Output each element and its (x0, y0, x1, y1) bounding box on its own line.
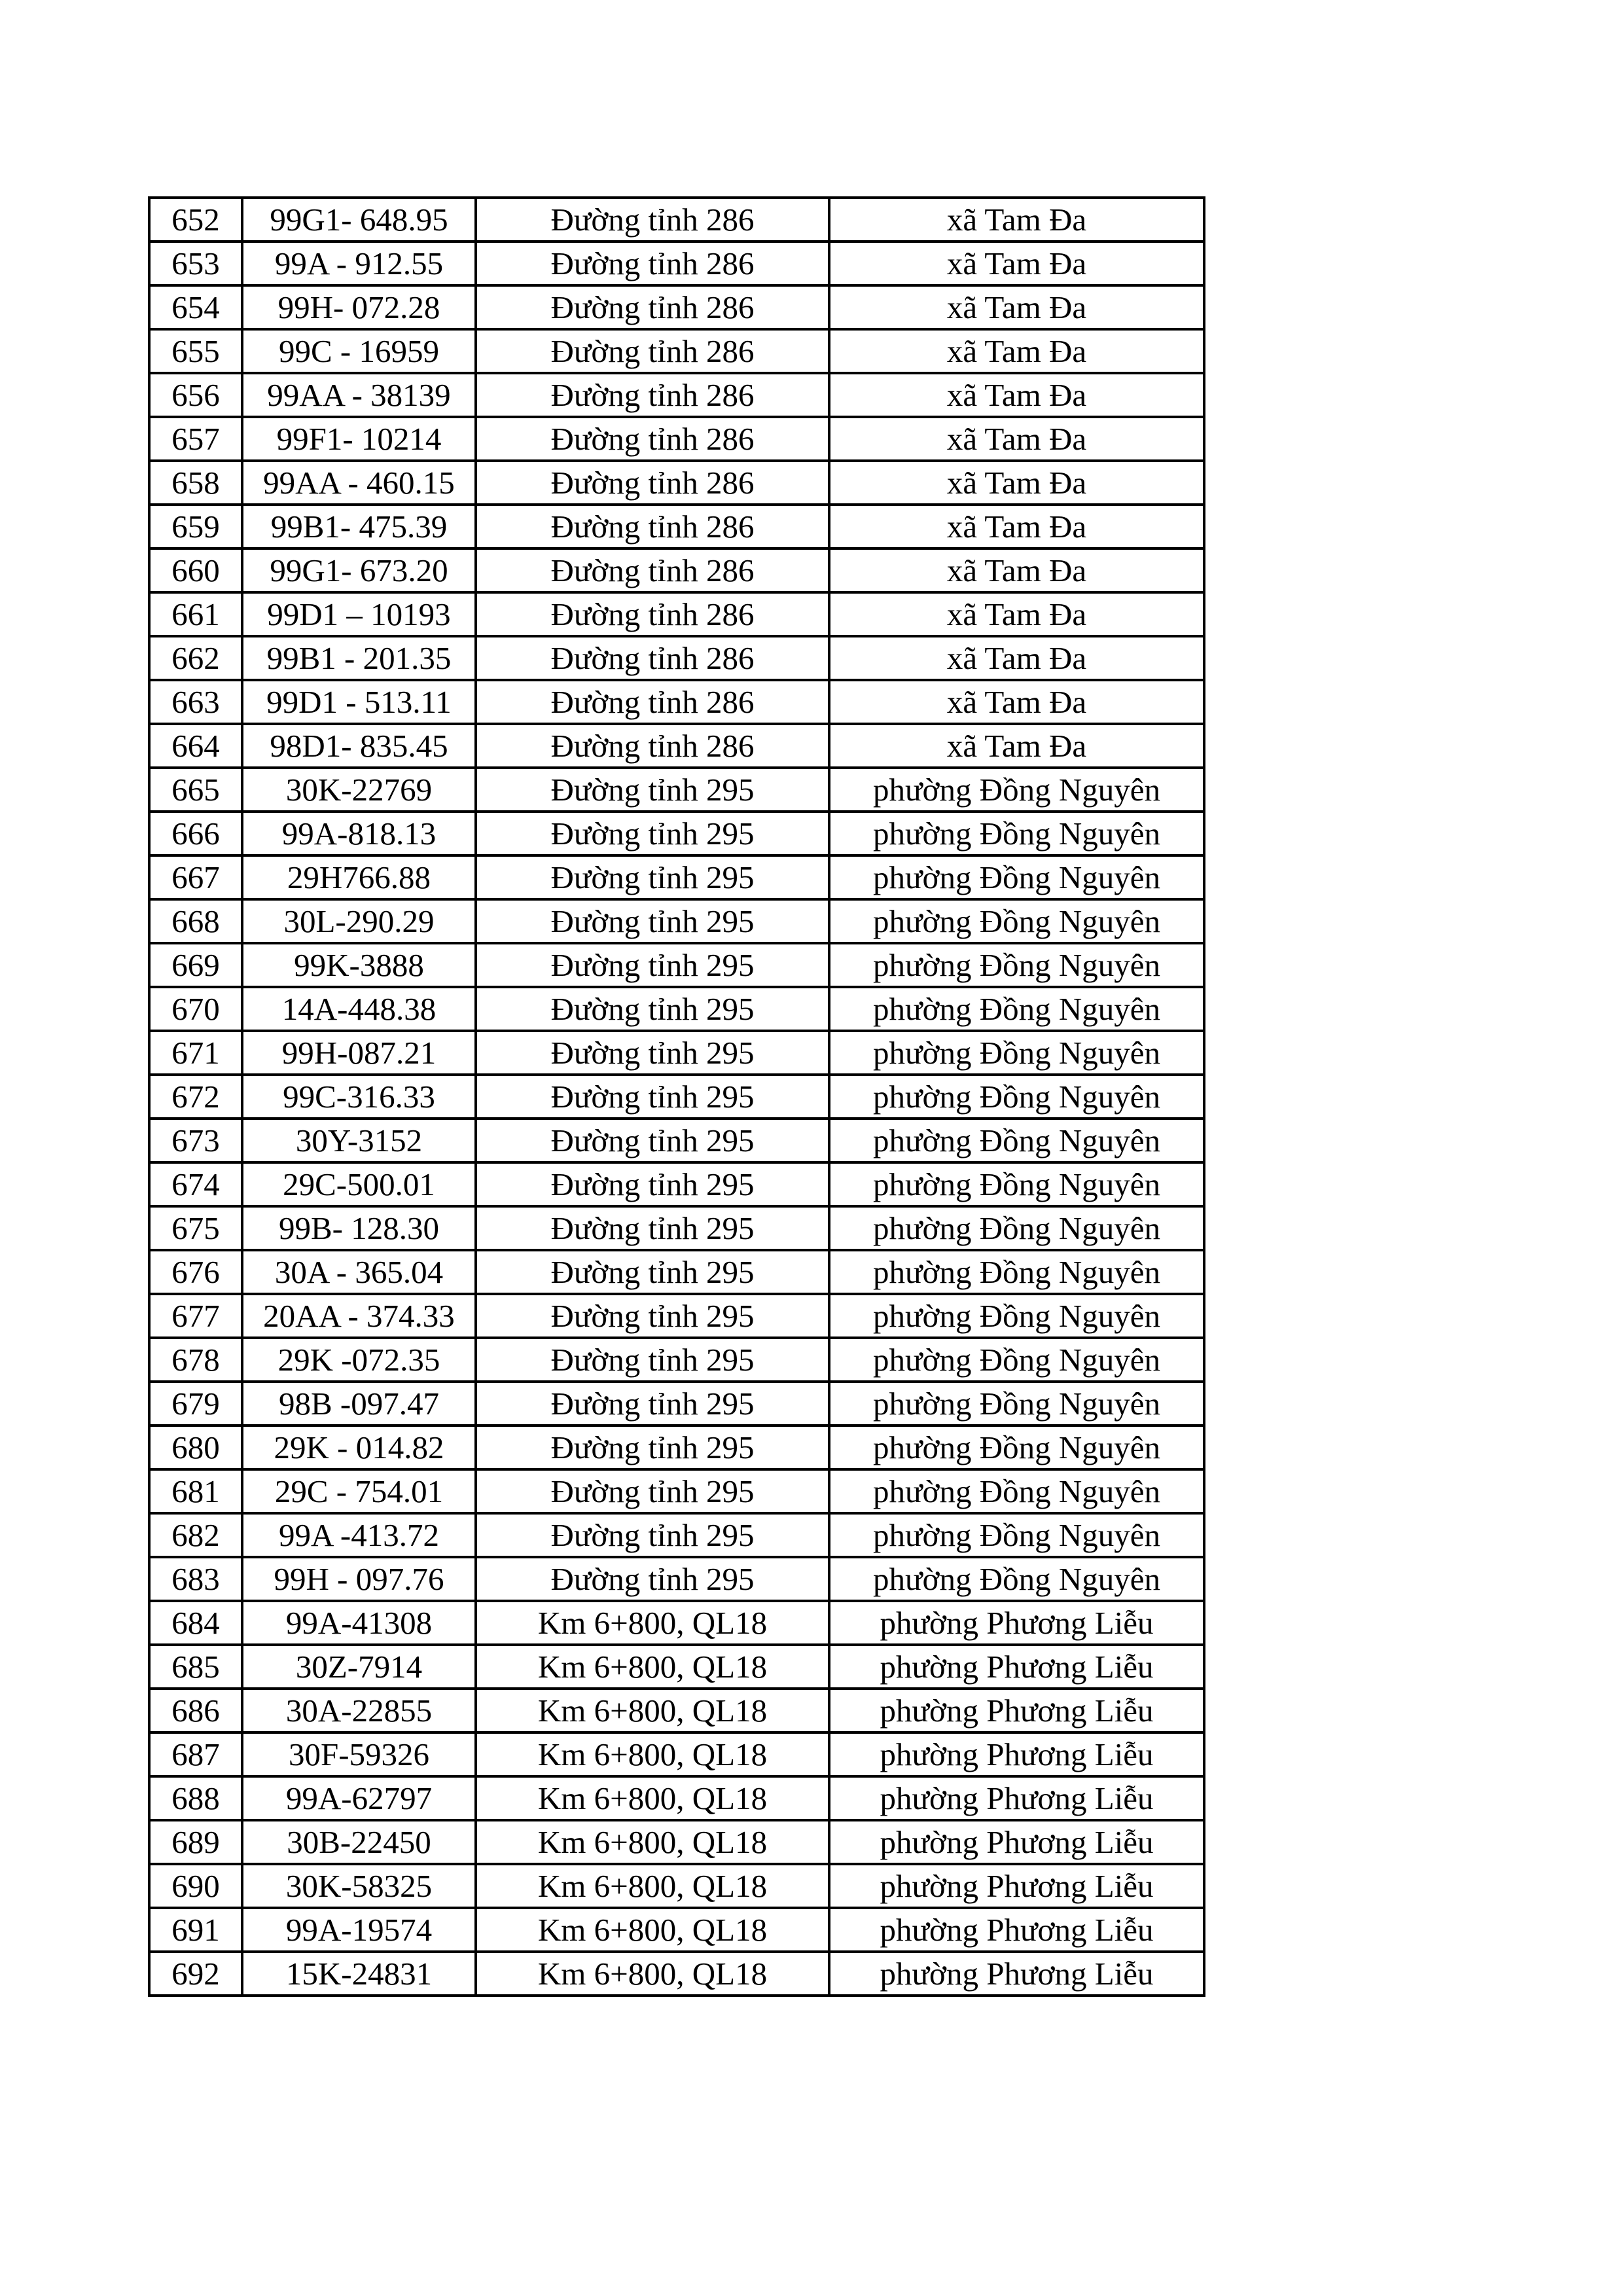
ward-commune-cell: phường Đồng Nguyên (829, 855, 1204, 899)
location-cell: Đường tỉnh 286 (476, 242, 829, 285)
row-number-cell: 666 (149, 812, 242, 855)
ward-commune-cell: phường Đồng Nguyên (829, 1119, 1204, 1162)
table-row (149, 242, 1204, 285)
license-plate-cell: 30B-22450 (242, 1820, 476, 1864)
table-row (149, 1119, 1204, 1162)
location-cell: Đường tỉnh 295 (476, 768, 829, 812)
location-cell: Đường tỉnh 295 (476, 1513, 829, 1557)
license-plate-cell: 30Y-3152 (242, 1119, 476, 1162)
license-plate-cell: 29K -072.35 (242, 1338, 476, 1382)
row-number-cell: 692 (149, 1952, 242, 1996)
license-plate-cell: 99B- 128.30 (242, 1206, 476, 1250)
location-cell: Km 6+800, QL18 (476, 1689, 829, 1732)
license-plate-cell: 99G1- 673.20 (242, 548, 476, 592)
location-cell: Km 6+800, QL18 (476, 1952, 829, 1996)
ward-commune-cell: xã Tam Đa (829, 680, 1204, 724)
table-row (149, 1294, 1204, 1338)
location-cell: Đường tỉnh 286 (476, 373, 829, 417)
row-number-cell: 689 (149, 1820, 242, 1864)
location-cell: Đường tỉnh 295 (476, 1206, 829, 1250)
location-cell: Đường tỉnh 286 (476, 724, 829, 768)
table-row (149, 505, 1204, 548)
table-row (149, 1645, 1204, 1689)
table-row (149, 1601, 1204, 1645)
license-plate-cell: 99A -413.72 (242, 1513, 476, 1557)
location-cell: Đường tỉnh 295 (476, 1338, 829, 1382)
ward-commune-cell: phường Đồng Nguyên (829, 943, 1204, 987)
ward-commune-cell: xã Tam Đa (829, 461, 1204, 505)
table-row (149, 1820, 1204, 1864)
row-number-cell: 674 (149, 1162, 242, 1206)
location-cell: Đường tỉnh 286 (476, 636, 829, 680)
row-number-cell: 659 (149, 505, 242, 548)
location-cell: Đường tỉnh 286 (476, 198, 829, 242)
row-number-cell: 667 (149, 855, 242, 899)
row-number-cell: 677 (149, 1294, 242, 1338)
row-number-cell: 655 (149, 329, 242, 373)
table-row (149, 899, 1204, 943)
license-plate-cell: 99F1- 10214 (242, 417, 476, 461)
ward-commune-cell: xã Tam Đa (829, 636, 1204, 680)
ward-commune-cell: xã Tam Đa (829, 592, 1204, 636)
ward-commune-cell: phường Phương Liễu (829, 1908, 1204, 1952)
ward-commune-cell: phường Đồng Nguyên (829, 1513, 1204, 1557)
row-number-cell: 652 (149, 198, 242, 242)
license-plate-cell: 99C - 16959 (242, 329, 476, 373)
license-plate-cell: 99A-41308 (242, 1601, 476, 1645)
violations-table (148, 196, 1205, 1997)
table-row (149, 592, 1204, 636)
table-row (149, 943, 1204, 987)
location-cell: Đường tỉnh 295 (476, 1469, 829, 1513)
license-plate-cell: 99C-316.33 (242, 1075, 476, 1119)
license-plate-cell: 30K-58325 (242, 1864, 476, 1908)
table-row (149, 285, 1204, 329)
license-plate-cell: 29K - 014.82 (242, 1426, 476, 1469)
table-row (149, 1426, 1204, 1469)
location-cell: Đường tỉnh 286 (476, 505, 829, 548)
license-plate-cell: 99H - 097.76 (242, 1557, 476, 1601)
table-row (149, 1338, 1204, 1382)
row-number-cell: 686 (149, 1689, 242, 1732)
table-row (149, 329, 1204, 373)
license-plate-cell: 99H- 072.28 (242, 285, 476, 329)
location-cell: Đường tỉnh 295 (476, 1294, 829, 1338)
license-plate-cell: 99AA - 38139 (242, 373, 476, 417)
ward-commune-cell: phường Đồng Nguyên (829, 1469, 1204, 1513)
row-number-cell: 685 (149, 1645, 242, 1689)
row-number-cell: 681 (149, 1469, 242, 1513)
ward-commune-cell: phường Phương Liễu (829, 1864, 1204, 1908)
table-row (149, 1513, 1204, 1557)
location-cell: Đường tỉnh 295 (476, 1426, 829, 1469)
license-plate-cell: 30A-22855 (242, 1689, 476, 1732)
table-row (149, 1557, 1204, 1601)
ward-commune-cell: phường Đồng Nguyên (829, 768, 1204, 812)
table-row (149, 1250, 1204, 1294)
license-plate-cell: 99K-3888 (242, 943, 476, 987)
row-number-cell: 673 (149, 1119, 242, 1162)
row-number-cell: 660 (149, 548, 242, 592)
table-row (149, 768, 1204, 812)
location-cell: Đường tỉnh 295 (476, 1031, 829, 1075)
ward-commune-cell: phường Đồng Nguyên (829, 812, 1204, 855)
license-plate-cell: 99D1 – 10193 (242, 592, 476, 636)
license-plate-cell: 98D1- 835.45 (242, 724, 476, 768)
location-cell: Đường tỉnh 286 (476, 417, 829, 461)
license-plate-cell: 20AA - 374.33 (242, 1294, 476, 1338)
table-row (149, 1864, 1204, 1908)
ward-commune-cell: phường Phương Liễu (829, 1952, 1204, 1996)
row-number-cell: 676 (149, 1250, 242, 1294)
ward-commune-cell: phường Phương Liễu (829, 1689, 1204, 1732)
location-cell: Km 6+800, QL18 (476, 1645, 829, 1689)
license-plate-cell: 29C-500.01 (242, 1162, 476, 1206)
row-number-cell: 668 (149, 899, 242, 943)
location-cell: Đường tỉnh 286 (476, 461, 829, 505)
ward-commune-cell: phường Đồng Nguyên (829, 1031, 1204, 1075)
ward-commune-cell: phường Đồng Nguyên (829, 1557, 1204, 1601)
table-row (149, 1382, 1204, 1426)
location-cell: Đường tỉnh 295 (476, 1382, 829, 1426)
location-cell: Đường tỉnh 295 (476, 855, 829, 899)
ward-commune-cell: phường Đồng Nguyên (829, 1338, 1204, 1382)
table-row (149, 373, 1204, 417)
license-plate-cell: 99A-19574 (242, 1908, 476, 1952)
row-number-cell: 680 (149, 1426, 242, 1469)
row-number-cell: 690 (149, 1864, 242, 1908)
license-plate-cell: 99AA - 460.15 (242, 461, 476, 505)
license-plate-cell: 30F-59326 (242, 1732, 476, 1776)
license-plate-cell: 99H-087.21 (242, 1031, 476, 1075)
table-row (149, 1469, 1204, 1513)
row-number-cell: 670 (149, 987, 242, 1031)
location-cell: Đường tỉnh 286 (476, 592, 829, 636)
license-plate-cell: 99D1 - 513.11 (242, 680, 476, 724)
ward-commune-cell: phường Đồng Nguyên (829, 899, 1204, 943)
license-plate-cell: 15K-24831 (242, 1952, 476, 1996)
ward-commune-cell: xã Tam Đa (829, 242, 1204, 285)
row-number-cell: 653 (149, 242, 242, 285)
license-plate-cell: 29H766.88 (242, 855, 476, 899)
ward-commune-cell: phường Đồng Nguyên (829, 1426, 1204, 1469)
row-number-cell: 675 (149, 1206, 242, 1250)
ward-commune-cell: xã Tam Đa (829, 505, 1204, 548)
table-row (149, 1776, 1204, 1820)
table-row (149, 1732, 1204, 1776)
row-number-cell: 678 (149, 1338, 242, 1382)
license-plate-cell: 30A - 365.04 (242, 1250, 476, 1294)
table-row (149, 680, 1204, 724)
location-cell: Km 6+800, QL18 (476, 1776, 829, 1820)
row-number-cell: 658 (149, 461, 242, 505)
location-cell: Km 6+800, QL18 (476, 1908, 829, 1952)
row-number-cell: 684 (149, 1601, 242, 1645)
table-row (149, 812, 1204, 855)
license-plate-cell: 99B1 - 201.35 (242, 636, 476, 680)
row-number-cell: 665 (149, 768, 242, 812)
license-plate-cell: 99A-818.13 (242, 812, 476, 855)
table-row (149, 461, 1204, 505)
row-number-cell: 663 (149, 680, 242, 724)
ward-commune-cell: phường Phương Liễu (829, 1732, 1204, 1776)
ward-commune-cell: xã Tam Đa (829, 548, 1204, 592)
ward-commune-cell: phường Phương Liễu (829, 1601, 1204, 1645)
table-row (149, 636, 1204, 680)
location-cell: Đường tỉnh 295 (476, 1250, 829, 1294)
table-row (149, 1031, 1204, 1075)
table-row (149, 417, 1204, 461)
license-plate-cell: 99A-62797 (242, 1776, 476, 1820)
location-cell: Đường tỉnh 295 (476, 1557, 829, 1601)
license-plate-cell: 99G1- 648.95 (242, 198, 476, 242)
location-cell: Đường tỉnh 295 (476, 987, 829, 1031)
ward-commune-cell: xã Tam Đa (829, 373, 1204, 417)
location-cell: Đường tỉnh 295 (476, 899, 829, 943)
table-row (149, 1908, 1204, 1952)
license-plate-cell: 99B1- 475.39 (242, 505, 476, 548)
license-plate-cell: 14A-448.38 (242, 987, 476, 1031)
location-cell: Đường tỉnh 286 (476, 548, 829, 592)
ward-commune-cell: phường Đồng Nguyên (829, 1075, 1204, 1119)
row-number-cell: 683 (149, 1557, 242, 1601)
license-plate-cell: 30K-22769 (242, 768, 476, 812)
table-row (149, 855, 1204, 899)
ward-commune-cell: phường Đồng Nguyên (829, 1206, 1204, 1250)
row-number-cell: 657 (149, 417, 242, 461)
ward-commune-cell: phường Đồng Nguyên (829, 1294, 1204, 1338)
ward-commune-cell: phường Phương Liễu (829, 1820, 1204, 1864)
ward-commune-cell: phường Phương Liễu (829, 1776, 1204, 1820)
location-cell: Km 6+800, QL18 (476, 1820, 829, 1864)
row-number-cell: 679 (149, 1382, 242, 1426)
table-row (149, 987, 1204, 1031)
location-cell: Km 6+800, QL18 (476, 1732, 829, 1776)
table-row (149, 198, 1204, 242)
ward-commune-cell: phường Đồng Nguyên (829, 1250, 1204, 1294)
ward-commune-cell: xã Tam Đa (829, 724, 1204, 768)
row-number-cell: 664 (149, 724, 242, 768)
row-number-cell: 688 (149, 1776, 242, 1820)
ward-commune-cell: phường Đồng Nguyên (829, 1382, 1204, 1426)
location-cell: Km 6+800, QL18 (476, 1601, 829, 1645)
ward-commune-cell: phường Đồng Nguyên (829, 987, 1204, 1031)
row-number-cell: 691 (149, 1908, 242, 1952)
table-row (149, 548, 1204, 592)
location-cell: Đường tỉnh 286 (476, 329, 829, 373)
location-cell: Đường tỉnh 295 (476, 1119, 829, 1162)
location-cell: Đường tỉnh 286 (476, 285, 829, 329)
row-number-cell: 656 (149, 373, 242, 417)
ward-commune-cell: phường Phương Liễu (829, 1645, 1204, 1689)
location-cell: Đường tỉnh 295 (476, 943, 829, 987)
row-number-cell: 672 (149, 1075, 242, 1119)
table-body (149, 198, 1204, 1996)
row-number-cell: 661 (149, 592, 242, 636)
table-row (149, 724, 1204, 768)
row-number-cell: 687 (149, 1732, 242, 1776)
row-number-cell: 662 (149, 636, 242, 680)
table-row (149, 1689, 1204, 1732)
license-plate-cell: 30L-290.29 (242, 899, 476, 943)
location-cell: Km 6+800, QL18 (476, 1864, 829, 1908)
license-plate-cell: 98B -097.47 (242, 1382, 476, 1426)
location-cell: Đường tỉnh 295 (476, 812, 829, 855)
table-row (149, 1162, 1204, 1206)
table-row (149, 1075, 1204, 1119)
license-plate-cell: 30Z-7914 (242, 1645, 476, 1689)
row-number-cell: 669 (149, 943, 242, 987)
ward-commune-cell: xã Tam Đa (829, 198, 1204, 242)
location-cell: Đường tỉnh 286 (476, 680, 829, 724)
ward-commune-cell: xã Tam Đa (829, 285, 1204, 329)
ward-commune-cell: xã Tam Đa (829, 417, 1204, 461)
row-number-cell: 671 (149, 1031, 242, 1075)
ward-commune-cell: xã Tam Đa (829, 329, 1204, 373)
ward-commune-cell: phường Đồng Nguyên (829, 1162, 1204, 1206)
location-cell: Đường tỉnh 295 (476, 1075, 829, 1119)
license-plate-cell: 29C - 754.01 (242, 1469, 476, 1513)
table-row (149, 1952, 1204, 1996)
license-plate-cell: 99A - 912.55 (242, 242, 476, 285)
location-cell: Đường tỉnh 295 (476, 1162, 829, 1206)
table-row (149, 1206, 1204, 1250)
row-number-cell: 654 (149, 285, 242, 329)
row-number-cell: 682 (149, 1513, 242, 1557)
